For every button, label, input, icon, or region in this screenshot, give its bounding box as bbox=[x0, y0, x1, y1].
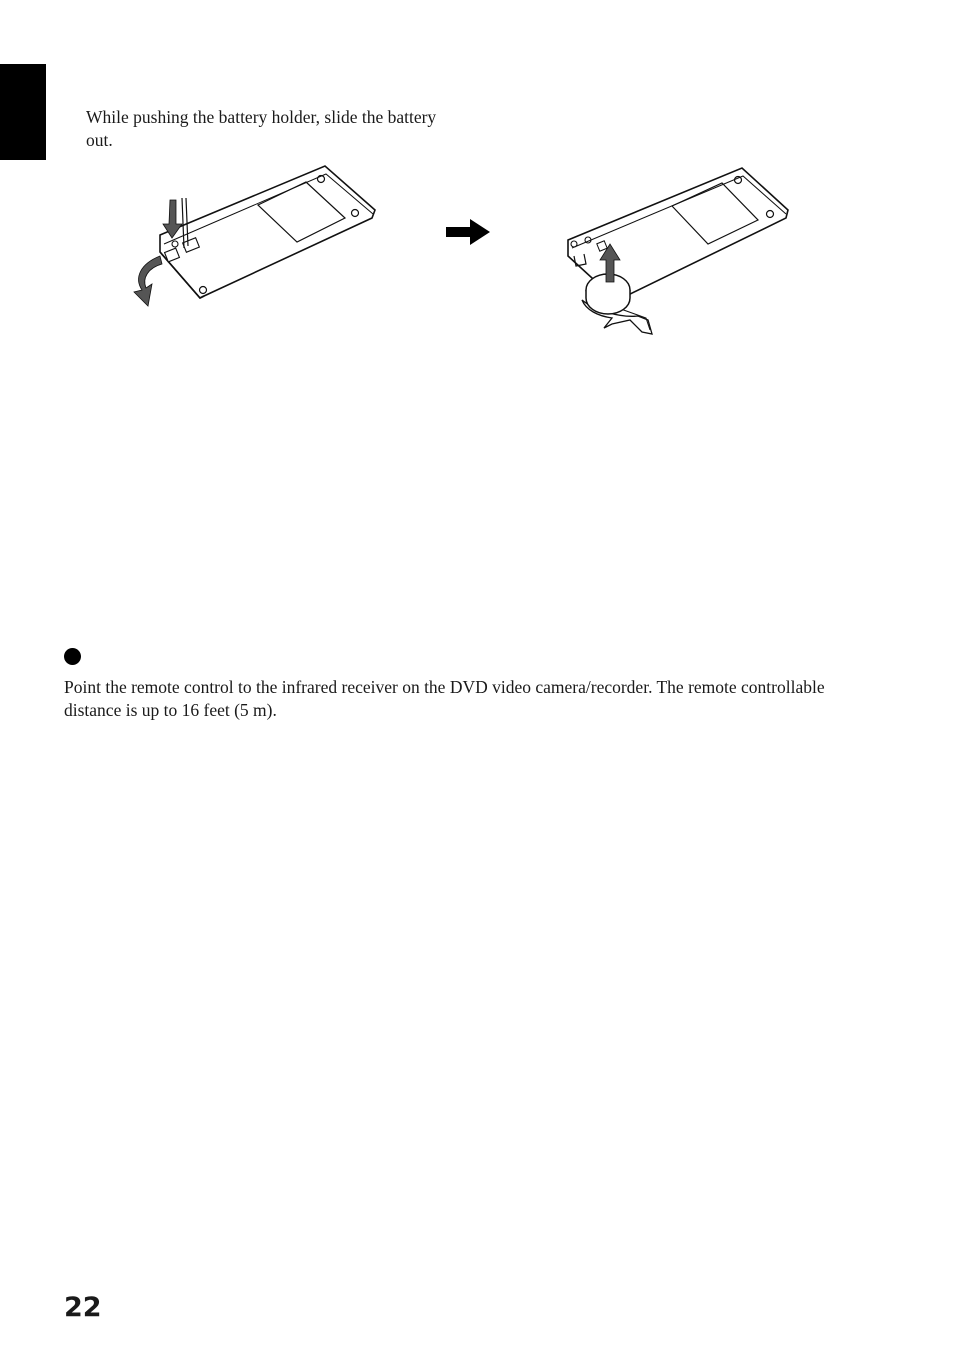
chapter-tab bbox=[0, 64, 46, 160]
page-number: 22 bbox=[64, 1292, 102, 1323]
remote-push-tab-icon bbox=[120, 160, 390, 310]
battery-slide-out-icon bbox=[560, 160, 800, 340]
battery-slide-out-illustration bbox=[560, 160, 800, 340]
note-text: Point the remote control to the infrared receiver on the DVD video camera/recorder. The remote controllable distance is up to 16 feet (5 m). bbox=[64, 677, 825, 720]
remote-push-tab-illustration bbox=[120, 160, 390, 310]
step-arrow bbox=[444, 218, 492, 246]
right-arrow-icon bbox=[444, 218, 492, 246]
step-instruction: While pushing the battery holder, slide the battery out. bbox=[86, 107, 437, 150]
filled-circle-icon bbox=[64, 648, 81, 665]
